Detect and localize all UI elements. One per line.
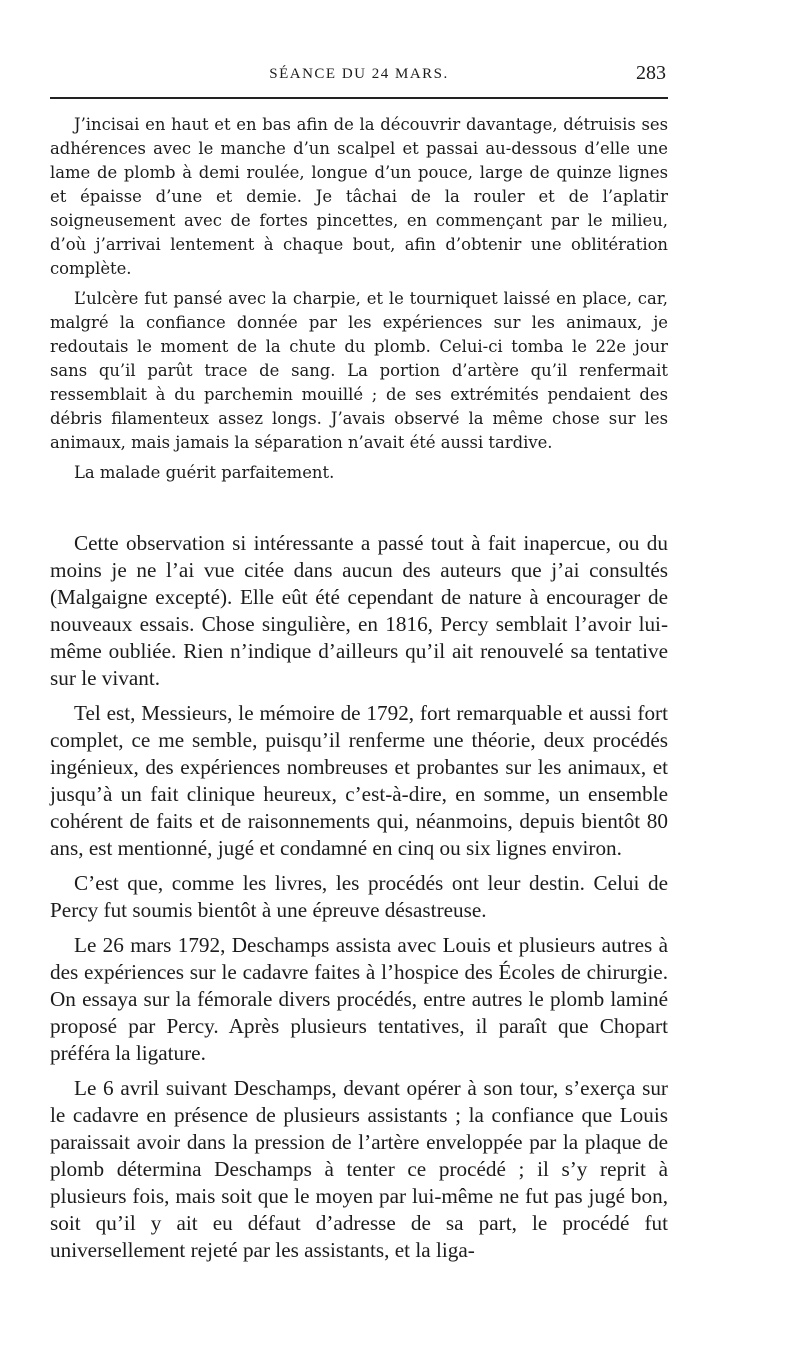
book-page (50, 60, 668, 1262)
body-paragraph: C’est que, comme les livres, les procédés ont leur destin. Celui de Percy fut soumis bientôt à une épreuve désastreuse. (50, 871, 668, 922)
header-rule (50, 97, 668, 99)
running-header (50, 60, 668, 86)
body-paragraph: Cette observation si intéressante a passé tout à fait inapercue, ou du moins je ne l’ai vue citée dans aucun des auteurs que j’ai consultés (Malgaigne excepté). Elle eût été cependant de nature à encourager de nouveaux essais. Chose singulière, en 1816, Percy semblait l’avoir lui-même oubliée. Rien n’indique d’ailleurs qu’il ait renouvelé sa tentative sur le vivant. (50, 531, 668, 690)
body-paragraph: Tel est, Messieurs, le mémoire de 1792, fort remarquable et aussi fort complet, ce me semble, puisqu’il renferme une théorie, deux procédés ingénieux, des expériences nombreuses et probantes sur les animaux, et jusqu’à un fait clinique heureux, c’est-à-dire, en somme, un ensemble cohérent de faits et de raisonnements qui, néanmoins, depuis bientôt 80 ans, est mentionné, jugé et condamné en cinq ou six lignes environ. (50, 701, 668, 860)
page-number: 283 (636, 62, 666, 84)
quote-paragraph: La malade guérit parfaitement. (74, 463, 335, 482)
quoted-passage (50, 113, 668, 491)
quote-paragraph: L’ulcère fut pansé avec la charpie, et le tourniquet laissé en place, car, malgré la confiance donnée par les expériences sur les animaux, je redoutais le moment de la chute du plomb. Celui-ci tomba le 22e jour sans qu’il parût trace de sang. La portion d’artère qu’il renfermait ressemblait à du parchemin mouillé ; de ses extrémités pendaient des débris filamenteux assez longs. J’avais observé la même chose sur les animaux, mais jamais la séparation n’avait été aussi tardive. (50, 289, 668, 452)
body-paragraph: Le 6 avril suivant Deschamps, devant opérer à son tour, s’exerça sur le cadavre en présence de plusieurs assistants ; la confiance que Louis paraissait avoir dans la pression de l’artère enveloppée par la plaque de plomb détermina Deschamps à tenter ce procédé ; il s’y reprit à plusieurs fois, mais soit que le moyen par lui-même ne fut pas jugé bon, soit qu’il y ait eu défaut d’adresse de sa part, le procédé fut universellement rejeté par les assistants, et la liga- (50, 1076, 668, 1262)
main-text (50, 530, 668, 1272)
running-title: SÉANCE DU 24 MARS. (269, 66, 449, 82)
quote-paragraph: J’incisai en haut et en bas afin de la découvrir davantage, détruisis ses adhérences avec le manche d’un scalpel et passai au-dessous d’elle une lame de plomb à demi roulée, longue d’un pouce, large de quinze lignes et épaisse d’une et demie. Je tâchai de la rouler et de l’aplatir soigneusement avec de fortes pincettes, en commençant par le milieu, d’où j’arrivai lentement à chaque bout, afin d’obtenir une oblitération complète. (50, 115, 668, 278)
body-paragraph: Le 26 mars 1792, Deschamps assista avec Louis et plusieurs autres à des expériences sur le cadavre faites à l’hospice des Écoles de chirurgie. On essaya sur la fémorale divers procédés, entre autres le plomb laminé proposé par Percy. Après plusieurs tentatives, il paraît que Chopart préféra la ligature. (50, 933, 668, 1065)
